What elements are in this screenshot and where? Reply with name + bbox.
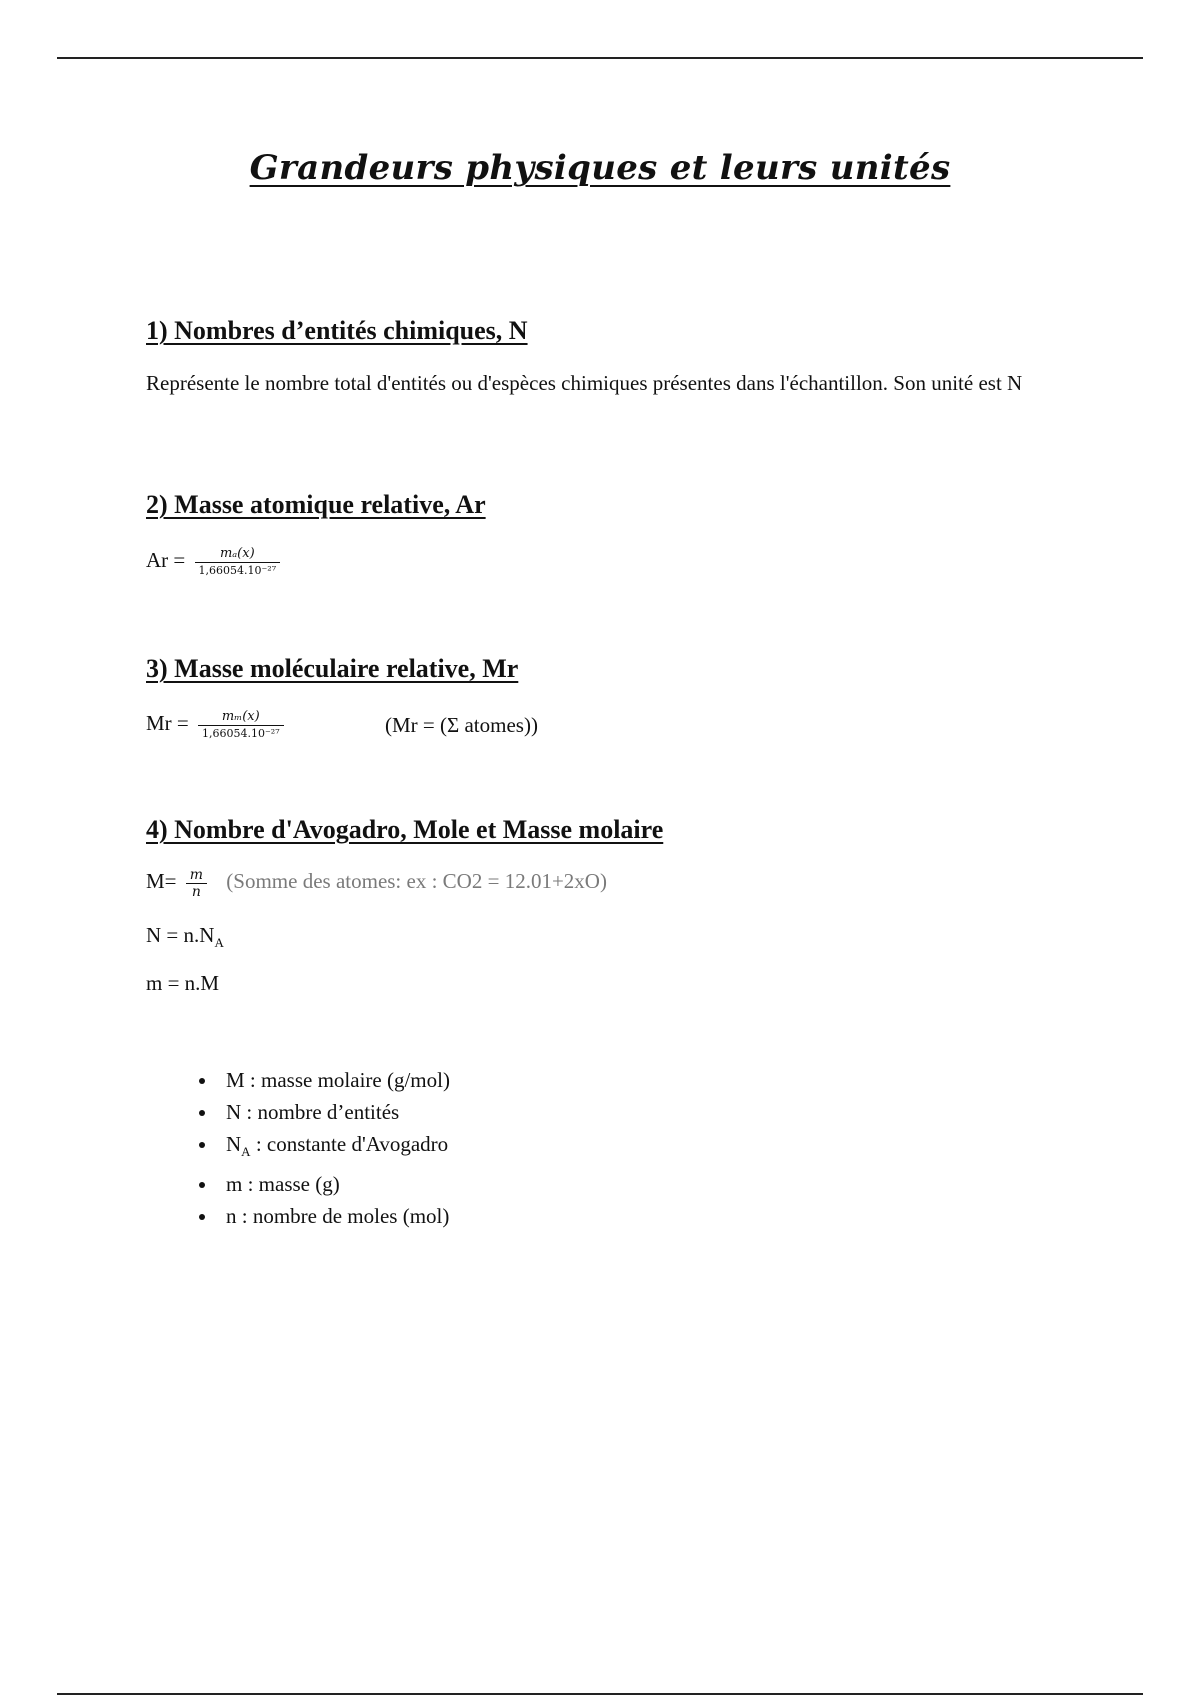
section-1-heading: 1) Nombres d’entités chimiques, N xyxy=(146,316,528,345)
ar-formula xyxy=(146,545,280,579)
mr-numerator: mₘ(x) xyxy=(221,708,260,724)
section-1-text: Représente le nombre total d'entités ou d'espèces chimiques présentes dans l'échantillon. Son unité est N xyxy=(146,371,1023,395)
page-title: Grandeurs physiques et leurs unités xyxy=(249,148,951,188)
avogadro-formula xyxy=(146,920,224,958)
mr-formula xyxy=(146,708,284,742)
mr-note: (Mr = (Σ atomes)) xyxy=(385,713,538,737)
list-item: • n : nombre de moles (mol) xyxy=(218,1200,450,1232)
ar-formula-lhs: Ar = xyxy=(146,548,191,572)
ar-denominator: 1,66054.10⁻²⁷ xyxy=(195,562,281,579)
molar-mass-denominator: n xyxy=(186,883,207,900)
section-4-heading: 4) Nombre d'Avogadro, Mole et Masse molaire xyxy=(146,815,664,844)
mass-formula: m = n.M xyxy=(146,971,220,995)
molar-mass-note: (Somme des atomes: ex : CO2 = 12.01+2xO) xyxy=(226,869,607,893)
mr-formula-lhs: Mr = xyxy=(146,711,195,735)
mr-fraction xyxy=(198,709,284,742)
list-item: • $N_A$ : constante d'Avogadro xyxy=(218,1128,450,1168)
ar-fraction xyxy=(195,546,281,579)
ar-numerator: mₐ(x) xyxy=(219,545,255,561)
list-item: • m : masse (g) xyxy=(218,1168,450,1200)
bottom-rule xyxy=(57,1693,1143,1695)
top-rule xyxy=(57,57,1143,59)
section-3-heading: 3) Masse moléculaire relative, Mr xyxy=(146,654,519,683)
section-2-heading: 2) Masse atomique relative, Ar xyxy=(146,490,486,519)
definitions-list xyxy=(168,1064,450,1232)
avogadro-formula-sub: A xyxy=(214,935,224,951)
avogadro-formula-main: N = n.N xyxy=(146,923,215,947)
molar-mass-formula xyxy=(146,866,607,900)
list-item: • M : masse molaire (g/mol) xyxy=(218,1064,450,1096)
mr-denominator: 1,66054.10⁻²⁷ xyxy=(198,725,284,742)
list-item: • N : nombre d’entités xyxy=(218,1096,450,1128)
molar-mass-lhs: M= xyxy=(146,869,182,893)
molar-mass-numerator: m xyxy=(189,866,204,883)
molar-mass-fraction xyxy=(186,867,207,900)
